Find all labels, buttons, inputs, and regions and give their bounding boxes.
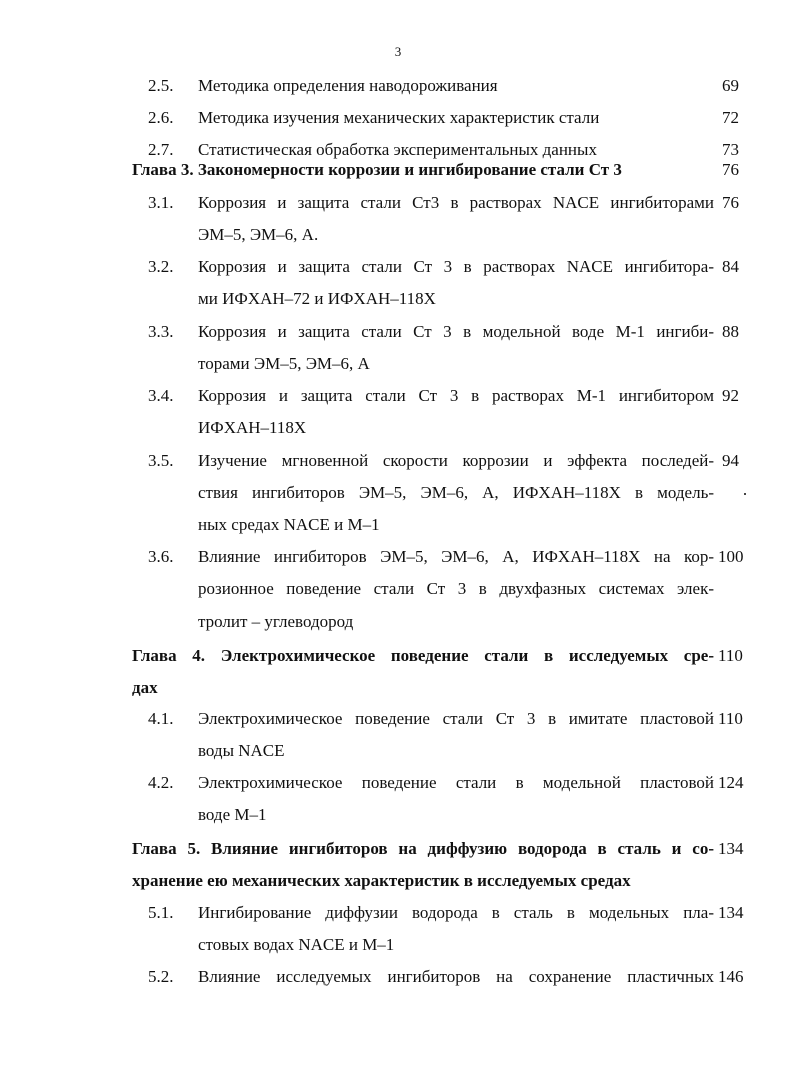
toc-entry-page: 92 bbox=[722, 386, 739, 405]
toc-entry-title: Коррозия и защита стали Ст 3 в растворах NACE ингибитора- bbox=[198, 257, 714, 276]
toc-entry-number: 3.6. bbox=[148, 547, 174, 566]
toc-entry-page: 100 bbox=[718, 547, 744, 566]
toc-entry-page: 73 bbox=[722, 140, 739, 159]
toc-entry-title-continued: воде М–1 bbox=[198, 805, 267, 824]
toc-entry-title: Методика изучения механических характеристик стали bbox=[198, 108, 600, 127]
chapter-title: Глава 3. Закономерности коррозии и ингибирование стали Ст 3 bbox=[132, 160, 622, 179]
toc-entry-page: 84 bbox=[722, 257, 739, 276]
toc-entry-title-continued: ми ИФХАН–72 и ИФХАН–118Х bbox=[198, 289, 436, 308]
toc-entry-title: Влияние исследуемых ингибиторов на сохранение пластичных bbox=[198, 967, 714, 986]
toc-entry-page: 134 bbox=[718, 903, 744, 922]
chapter-title: Глава 5. Влияние ингибиторов на диффузию водорода в сталь и со- bbox=[132, 839, 714, 858]
toc-entry-title: Электрохимическое поведение стали в модельной пластовой bbox=[198, 773, 714, 792]
toc-entry-title: Изучение мгновенной скорости коррозии и эффекта последей- bbox=[198, 451, 714, 470]
toc-entry-page: 94 bbox=[722, 451, 739, 470]
toc-entry-page: 72 bbox=[722, 108, 739, 127]
chapter-title-continued: дах bbox=[132, 678, 158, 697]
chapter-title-continued: хранение ею механических характеристик в исследуемых средах bbox=[132, 871, 631, 890]
toc-entry-page: 110 bbox=[718, 709, 743, 728]
toc-entry-number: 4.2. bbox=[148, 773, 174, 792]
toc-entry-number: 2.5. bbox=[148, 76, 174, 95]
toc-entry-number: 4.1. bbox=[148, 709, 174, 728]
toc-entry-title: Влияние ингибиторов ЭМ–5, ЭМ–6, А, ИФХАН–118Х на кор- bbox=[198, 547, 714, 566]
toc-entry-title-continued: ИФХАН–118Х bbox=[198, 418, 307, 437]
toc-entry-title: Статистическая обработка экспериментальных данных bbox=[198, 140, 597, 159]
toc-entry-title-continued: воды NACE bbox=[198, 741, 285, 760]
toc-entry-number: 5.1. bbox=[148, 903, 174, 922]
toc-entry-title: Коррозия и защита стали Ст3 в растворах NACE ингибиторами bbox=[198, 193, 714, 212]
toc-entry-title: Ингибирование диффузии водорода в сталь в модельных пла- bbox=[198, 903, 714, 922]
toc-entry-number: 2.7. bbox=[148, 140, 174, 159]
toc-entry-title-continued: розионное поведение стали Ст 3 в двухфазных системах элек- bbox=[198, 579, 714, 598]
toc-entry-page: 76 bbox=[722, 193, 739, 212]
toc-entry-page: 124 bbox=[718, 773, 744, 792]
toc-entry-title-continued: ствия ингибиторов ЭМ–5, ЭМ–6, А, ИФХАН–118Х в модель- bbox=[198, 483, 714, 502]
toc-entry-page: 76 bbox=[722, 160, 739, 179]
toc-entry-title-continued: стовых водах NACE и М–1 bbox=[198, 935, 395, 954]
toc-entry-page: 134 bbox=[718, 839, 744, 858]
toc-entry-number: 2.6. bbox=[148, 108, 174, 127]
toc-entry-title-continued: тролит – углеводород bbox=[198, 612, 354, 631]
toc-entry-number: 3.1. bbox=[148, 193, 174, 212]
scan-speck bbox=[744, 493, 746, 495]
toc-entry-number: 3.5. bbox=[148, 451, 174, 470]
toc-entry-title-continued: торами ЭМ–5, ЭМ–6, А bbox=[198, 354, 370, 373]
toc-entry-number: 3.3. bbox=[148, 322, 174, 341]
chapter-title: Глава 4. Электрохимическое поведение стали в исследуемых сре- bbox=[132, 646, 714, 665]
toc-entry-page: 88 bbox=[722, 322, 739, 341]
toc-entry-page: 69 bbox=[722, 76, 739, 95]
toc-entry-page: 110 bbox=[718, 646, 743, 665]
toc-entry-number: 3.4. bbox=[148, 386, 174, 405]
toc-entry-title: Коррозия и защита стали Ст 3 в растворах М-1 ингибитором bbox=[198, 386, 714, 405]
toc-entry-page: 146 bbox=[718, 967, 744, 986]
toc-entry-title: Методика определения наводороживания bbox=[198, 76, 498, 95]
toc-entry-number: 5.2. bbox=[148, 967, 174, 986]
toc-entry-number: 3.2. bbox=[148, 257, 174, 276]
toc-entry-title-continued: ЭМ–5, ЭМ–6, А. bbox=[198, 225, 319, 244]
toc-entry-title-continued: ных средах NACE и М–1 bbox=[198, 515, 380, 534]
page-number: 3 bbox=[394, 44, 402, 59]
toc-entry-title: Коррозия и защита стали Ст 3 в модельной воде М-1 ингиби- bbox=[198, 322, 714, 341]
toc-entry-title: Электрохимическое поведение стали Ст 3 в имитате пластовой bbox=[198, 709, 714, 728]
